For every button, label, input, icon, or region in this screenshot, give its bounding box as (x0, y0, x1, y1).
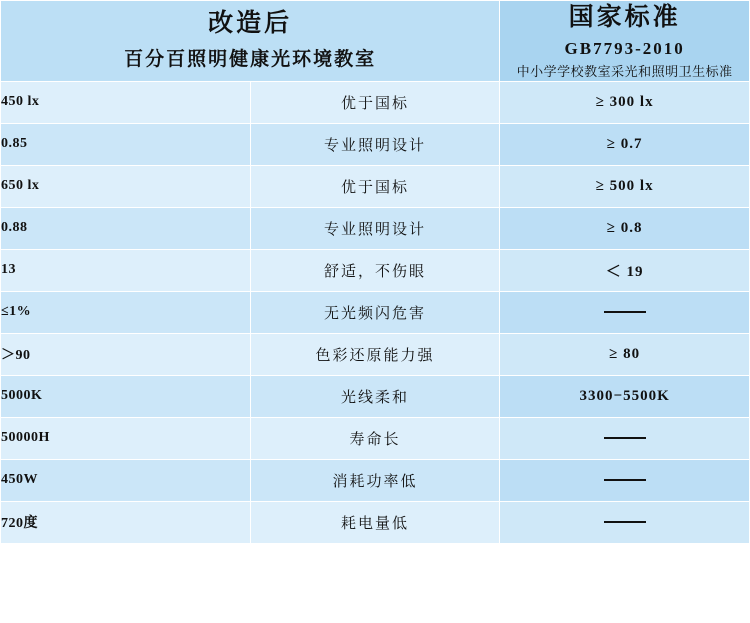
cell-standard (500, 501, 750, 543)
dash-placeholder-icon (604, 479, 646, 482)
cell-value: 0.88 (1, 207, 251, 249)
table-row (1, 417, 750, 459)
table-row (1, 249, 750, 291)
table-header-row (1, 1, 750, 82)
header-right-title: 国家标准 (568, 4, 681, 31)
cell-description: 优于国标 (250, 165, 500, 207)
cell-description: 光线柔和 (250, 375, 500, 417)
cell-standard: ≥ 300 lx (500, 81, 750, 123)
cell-description: 消耗功率低 (250, 459, 500, 501)
table-row (1, 459, 750, 501)
cell-value: ＞90 (1, 333, 251, 375)
cell-value: 5000K (1, 375, 251, 417)
cell-description: 寿命长 (250, 417, 500, 459)
cell-standard (500, 291, 750, 333)
table-row (1, 165, 750, 207)
cell-value: 13 (1, 249, 251, 291)
table-row (1, 501, 750, 543)
cell-value: 0.85 (1, 123, 251, 165)
cell-standard (500, 417, 750, 459)
cell-description: 专业照明设计 (250, 123, 500, 165)
dash-placeholder-icon (604, 521, 646, 524)
table-row (1, 123, 750, 165)
cell-value: 50000H (1, 417, 251, 459)
cell-value: 650 lx (1, 165, 251, 207)
cell-standard: ≥ 80 (500, 333, 750, 375)
table-row (1, 207, 750, 249)
table-row (1, 81, 750, 123)
cell-value: ≤1% (1, 291, 251, 333)
header-right-subtitle: 中小学学校教室采光和照明卫生标准 (516, 63, 733, 79)
table-row (1, 291, 750, 333)
cell-standard: ≥ 0.7 (500, 123, 750, 165)
cell-description: 优于国标 (250, 81, 500, 123)
header-cell-after-renovation (1, 1, 500, 82)
header-left-subtitle: 百分百照明健康光环境教室 (124, 49, 377, 71)
cell-description: 耗电量低 (250, 501, 500, 543)
table-row (1, 333, 750, 375)
header-right-code: GB7793-2010 (564, 38, 685, 58)
cell-description: 专业照明设计 (250, 207, 500, 249)
cell-standard: ≥ 500 lx (500, 165, 750, 207)
cell-value: 720度 (1, 501, 251, 543)
dash-placeholder-icon (604, 437, 646, 440)
cell-description: 色彩还原能力强 (250, 333, 500, 375)
cell-description: 舒适，不伤眼 (250, 249, 500, 291)
cell-standard (500, 459, 750, 501)
cell-standard: ≥ 0.8 (500, 207, 750, 249)
header-cell-national-standard (500, 1, 750, 82)
cell-standard: 3300−5500K (500, 375, 750, 417)
table-body (1, 1, 750, 544)
cell-value: 450W (1, 459, 251, 501)
cell-value: 450 lx (1, 81, 251, 123)
dash-placeholder-icon (604, 311, 646, 314)
cell-description: 无光频闪危害 (250, 291, 500, 333)
header-left-title: 改造后 (208, 9, 293, 37)
cell-standard: ＜ 19 (500, 249, 750, 291)
table-row (1, 375, 750, 417)
